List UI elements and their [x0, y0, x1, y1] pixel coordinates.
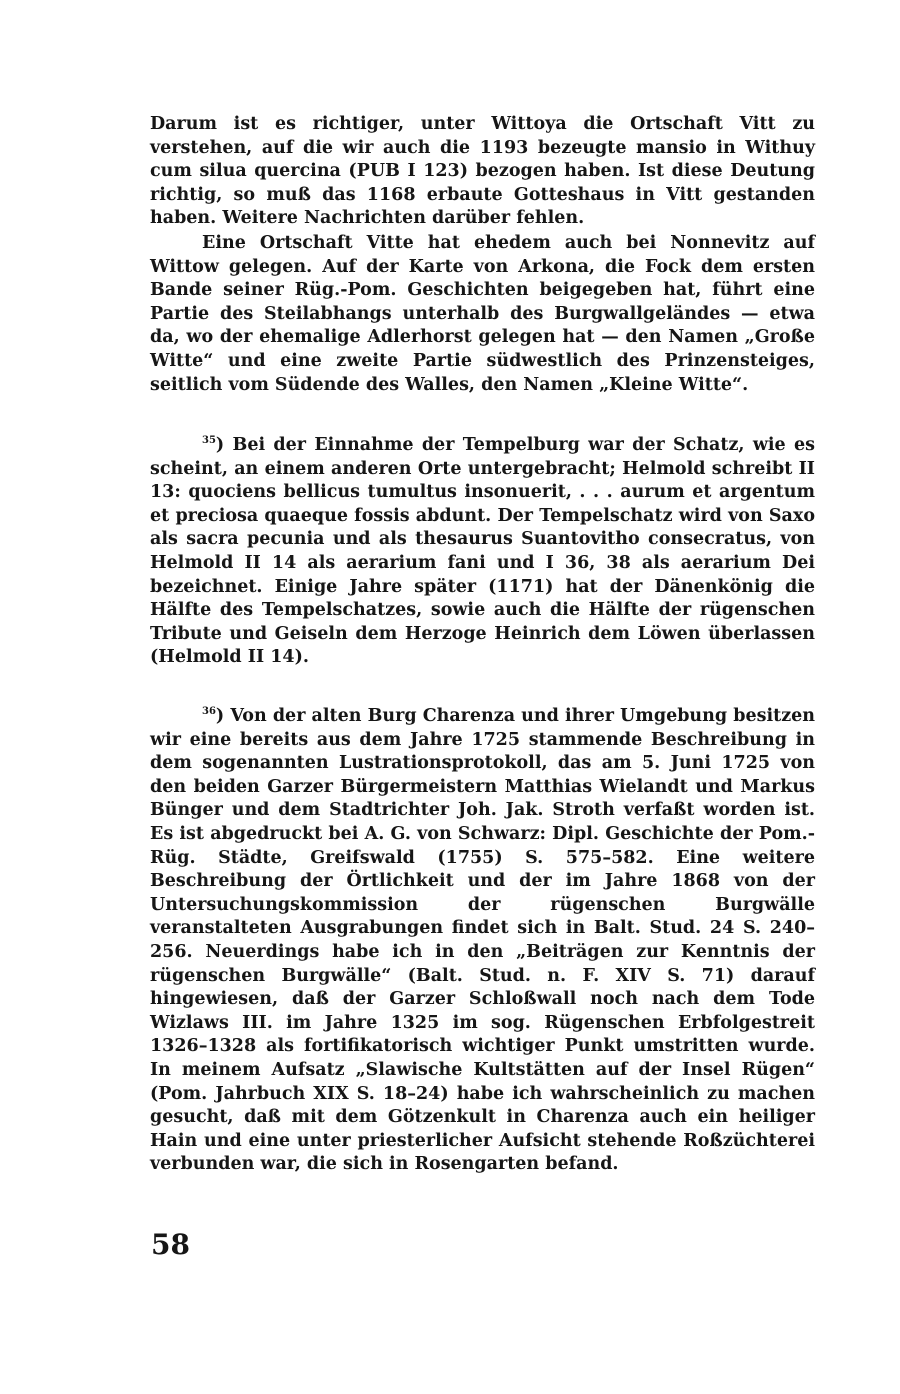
- footnote-35: [150, 434, 815, 670]
- footnote-marker: 35: [202, 435, 216, 446]
- footnote-text: ) Bei der Einnahme der Tempelburg war der Schatz, wie es scheint, an einem anderen Orte untergebracht; Helmold schreibt II 13: quociens bellicus tumultus insonuerit, . . . aurum et argentum et preciosa quaeque fossis abdunt. Der Tempelschatz wird von Saxo als sacra pecunia und als thesaurus Suantovitho consecratus, von Helmold II 14 als aerarium fani und I 36, 38 als aerarium Dei bezeichnet. Einige Jahre später (1171) hat der Dänenkönig die Hälfte des Tempelschatzes, sowie auch die Hälfte der rügenschen Tribute und Geiseln dem Herzoge Heinrich dem Löwen überlassen (Helmold II 14).: [150, 435, 815, 668]
- footnote-marker: 36: [202, 706, 216, 717]
- paragraph-vitte: Eine Ortschaft Vitte hat ehedem auch bei Nonnevitz auf Wittow gelegen. Auf der Karte von Arkona, die Fock dem ersten Bande seiner Rüg.-Pom. Geschichten beigegeben hat, führt eine Partie des Steilabhangs unterhalb des Burgwallgeländes — etwa da, wo der ehemalige Adlerhorst gelegen hat — den Namen „Große Witte“ und eine zweite Partie südwestlich des Prinzensteiges, seitlich vom Südende des Walles, den Namen „Kleine Witte“.: [150, 232, 815, 395]
- footnote-text: ) Von der alten Burg Charenza und ihrer Umgebung besitzen wir eine bereits aus dem Jahre 1725 stammende Beschreibung in dem sogenannten Lustrationsprotokoll, das am 5. Juni 1725 von den beiden Garzer Bürgermeistern Matthias Wielandt und Markus Bünger und dem Stadtrichter Joh. Jak. Stroth verfaßt worden ist. Es ist abgedruckt bei A. G. von Schwarz: Dipl. Geschichte der Pom.-Rüg. Städte, Greifswald (1755) S. 575–582. Eine weitere Beschreibung der Örtlichkeit und der im Jahre 1868 von der Untersuchungskommission der rügenschen Burgwälle veranstalteten Ausgrabungen findet sich in Balt. Stud. 24 S. 240–256. Neuerdings habe ich in den „Beiträgen zur Kenntnis der rügenschen Burgwälle“ (Balt. Stud. n. F. XIV S. 71) darauf hingewiesen, daß der Garzer Schloßwall noch nach dem Tode Wizlaws III. im Jahre 1325 im sog. Rügenschen Erbfolgestreit 1326–1328 als fortifikatorisch wichtiger Punkt umstritten wurde. In meinem Aufsatz „Slawische Kultstätten auf der Insel Rügen“ (Pom. Jahrbuch XIX S. 18–24) habe ich wahrscheinlich zu machen gesucht, daß mit dem Götzenkult in Charenza auch ein heiliger Hain und eine unter priesterlicher Aufsicht stehende Roßzüchterei verbunden war, die sich in Rosengarten befand.: [150, 706, 815, 1175]
- page-number: 58: [151, 1228, 190, 1261]
- main-text: [150, 113, 815, 397]
- footnote-36: [150, 705, 815, 1177]
- paragraph-vitt: Darum ist es richtiger, unter Wittoya die Ortschaft Vitt zu verstehen, auf die wir auch die 1193 bezeugte mansio in Withuy cum silua quercina (PUB I 123) bezogen haben. Ist diese Deutung richtig, so muß das 1168 erbaute Gotteshaus in Vitt gestanden haben. Weitere Nachrichten darüber fehlen.: [150, 114, 815, 229]
